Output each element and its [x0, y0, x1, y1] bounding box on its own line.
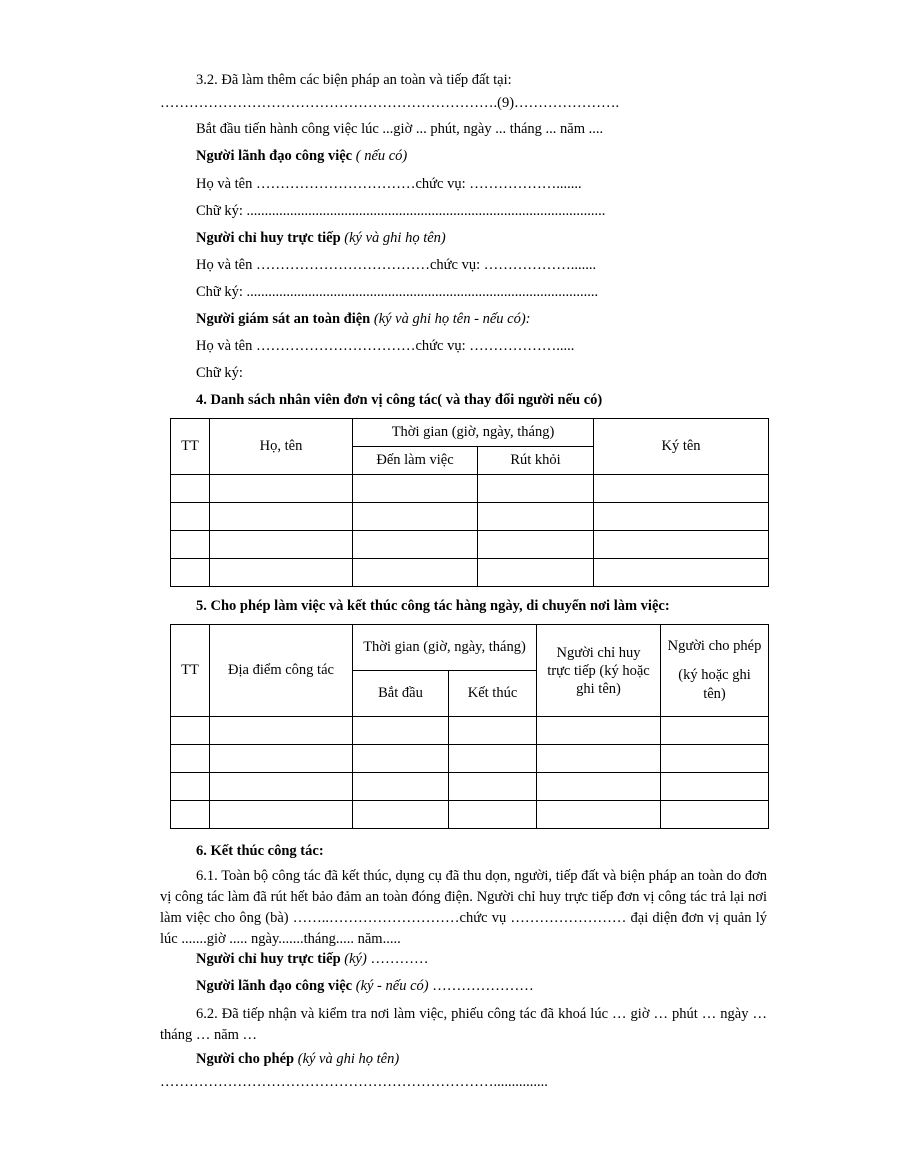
commander-heading-label: Người chỉ huy trực tiếp: [196, 230, 341, 246]
commander-name-line: Họ và tên ………………………………chức vụ: ……………….......: [196, 257, 597, 273]
table-row: [171, 717, 769, 745]
section-4-title-text: 4. Danh sách nhân viên đơn vị công tác( và thay đổi người nếu có): [196, 392, 603, 408]
table-row: [171, 475, 769, 503]
staff-col-sign: Ký tên: [594, 419, 769, 475]
end-commander-line: [196, 951, 428, 968]
table-cell: [210, 559, 353, 587]
section-5-title: [196, 598, 670, 615]
table-cell: [353, 475, 478, 503]
permit-col-end: Kết thúc: [449, 671, 537, 717]
table-cell: [478, 559, 594, 587]
table-cell: [537, 745, 661, 773]
end-leader-dots: …………………: [428, 978, 534, 994]
end-commander-note: (ký): [344, 951, 367, 967]
table-cell: [171, 559, 210, 587]
leader-heading-label: Người lãnh đạo công việc: [196, 148, 353, 164]
section-5-title-text: 5. Cho phép làm việc và kết thúc công tác hàng ngày, di chuyển nơi làm việc:: [196, 598, 670, 614]
table-row: [171, 745, 769, 773]
table-cell: [537, 717, 661, 745]
permitter-line: [196, 1051, 399, 1068]
permit-col-permitter-b: (ký hoặc ghi tên): [678, 667, 751, 702]
table-cell: [449, 717, 537, 745]
start-time-line: Bắt đầu tiến hành công việc lúc ...giờ ... phút, ngày ... tháng ... năm ....: [196, 121, 604, 137]
table-cell: [537, 801, 661, 829]
table-cell: [171, 773, 210, 801]
section-4-title: [196, 392, 602, 409]
table-cell: [171, 717, 210, 745]
table-cell: [171, 745, 210, 773]
supervisor-name-line: Họ và tên ……………………………chức vụ: ……………….....: [196, 338, 575, 354]
table-cell: [478, 531, 594, 559]
staff-col-time: Thời gian (giờ, ngày, tháng): [353, 419, 594, 447]
permit-col-permitter: [661, 625, 769, 717]
leader-sign-line: Chữ ký: ...................................................................................................: [196, 203, 606, 219]
table-cell: [353, 503, 478, 531]
table-cell: [210, 531, 353, 559]
section-6-title: [196, 843, 324, 860]
permit-col-commander: Người chỉ huy trực tiếp (ký hoặc ghi tên): [537, 625, 661, 717]
table-cell: [449, 801, 537, 829]
staff-col-name: Họ, tên: [210, 419, 353, 475]
table-cell: [171, 801, 210, 829]
table-row: [171, 531, 769, 559]
end-leader-line: [196, 978, 534, 995]
table-cell: [661, 745, 769, 773]
section-3-2-dots: …………………………………………………………….(9)………………….: [160, 95, 620, 111]
commander-heading: [196, 230, 446, 247]
commander-heading-note: (ký và ghi họ tên): [344, 230, 446, 246]
permit-col-time: Thời gian (giờ, ngày, tháng): [353, 625, 537, 671]
permit-col-place: Địa điểm công tác: [210, 625, 353, 717]
table-row: [171, 503, 769, 531]
table-cell: [594, 559, 769, 587]
section-6-1-paragraph: 6.1. Toàn bộ công tác đã kết thúc, dụng cụ đã thu dọn, người, tiếp đất và biện pháp an toàn do đơn vị công tác làm đã rút hết bảo đảm an toàn đóng điện. Người chỉ huy trực tiếp đơn vị công tác trả lại nơi làm việc cho ông (bà) ……..………………………chức vụ …………………… đại diện đơn vị quản lý lúc .......giờ ..... ngày.......tháng..... năm.....: [160, 868, 767, 947]
table-cell: [353, 531, 478, 559]
end-leader-note: (ký - nếu có): [355, 978, 429, 994]
table-cell: [594, 531, 769, 559]
table-cell: [210, 475, 353, 503]
table-cell: [594, 475, 769, 503]
table-cell: [353, 717, 449, 745]
table-cell: [210, 503, 353, 531]
table-cell: [478, 503, 594, 531]
supervisor-sign-line: Chữ ký:: [196, 365, 243, 381]
staff-col-tt: TT: [171, 419, 210, 475]
table-cell: [210, 773, 353, 801]
section-6-title-text: 6. Kết thúc công tác:: [196, 843, 324, 859]
table-cell: [449, 773, 537, 801]
supervisor-heading: [196, 311, 530, 328]
table-cell: [171, 475, 210, 503]
table-cell: [353, 773, 449, 801]
leader-heading: [196, 148, 407, 165]
table-cell: [661, 801, 769, 829]
section-6-2-paragraph: 6.2. Đã tiếp nhận và kiểm tra nơi làm việc, phiếu công tác đã khoá lúc … giờ … phút … ngày … tháng … năm …: [160, 1006, 767, 1043]
staff-col-leave: Rút khỏi: [478, 447, 594, 475]
commander-sign-line: Chữ ký: .................................................................................................: [196, 284, 599, 300]
end-commander-heading: Người chỉ huy trực tiếp: [196, 951, 341, 967]
permitter-heading: Người cho phép: [196, 1051, 295, 1067]
work-permit-table: [170, 624, 769, 829]
supervisor-heading-note: (ký và ghi họ tên - nếu có):: [373, 311, 531, 327]
table-cell: [210, 745, 353, 773]
table-cell: [210, 717, 353, 745]
table-cell: [353, 745, 449, 773]
table-cell: [210, 801, 353, 829]
table-cell: [537, 773, 661, 801]
permitter-note: (ký và ghi họ tên): [297, 1051, 400, 1067]
permitter-dots: ……………………………………………………………...............: [160, 1074, 548, 1090]
permit-col-start: Bắt đầu: [353, 671, 449, 717]
table-cell: [594, 503, 769, 531]
table-cell: [171, 503, 210, 531]
table-cell: [353, 559, 478, 587]
table-row: [171, 801, 769, 829]
table-row: [171, 773, 769, 801]
staff-table: [170, 418, 769, 587]
end-commander-dots: …………: [366, 951, 429, 967]
permit-col-permitter-a: Người cho phép: [667, 638, 762, 654]
table-cell: [661, 773, 769, 801]
end-leader-heading: Người lãnh đạo công việc: [196, 978, 353, 994]
section-3-2-text: 3.2. Đã làm thêm các biện pháp an toàn và tiếp đất tại:: [196, 72, 512, 88]
table-cell: [171, 531, 210, 559]
table-cell: [478, 475, 594, 503]
permit-col-tt: TT: [171, 625, 210, 717]
leader-name-line: Họ và tên ……………………………chức vụ: ……………….......: [196, 176, 582, 192]
table-cell: [449, 745, 537, 773]
leader-heading-note: ( nếu có): [355, 148, 408, 164]
table-row: [171, 559, 769, 587]
supervisor-heading-label: Người giám sát an toàn điện: [196, 311, 371, 327]
table-cell: [661, 717, 769, 745]
staff-col-arrive: Đến làm việc: [353, 447, 478, 475]
table-cell: [353, 801, 449, 829]
